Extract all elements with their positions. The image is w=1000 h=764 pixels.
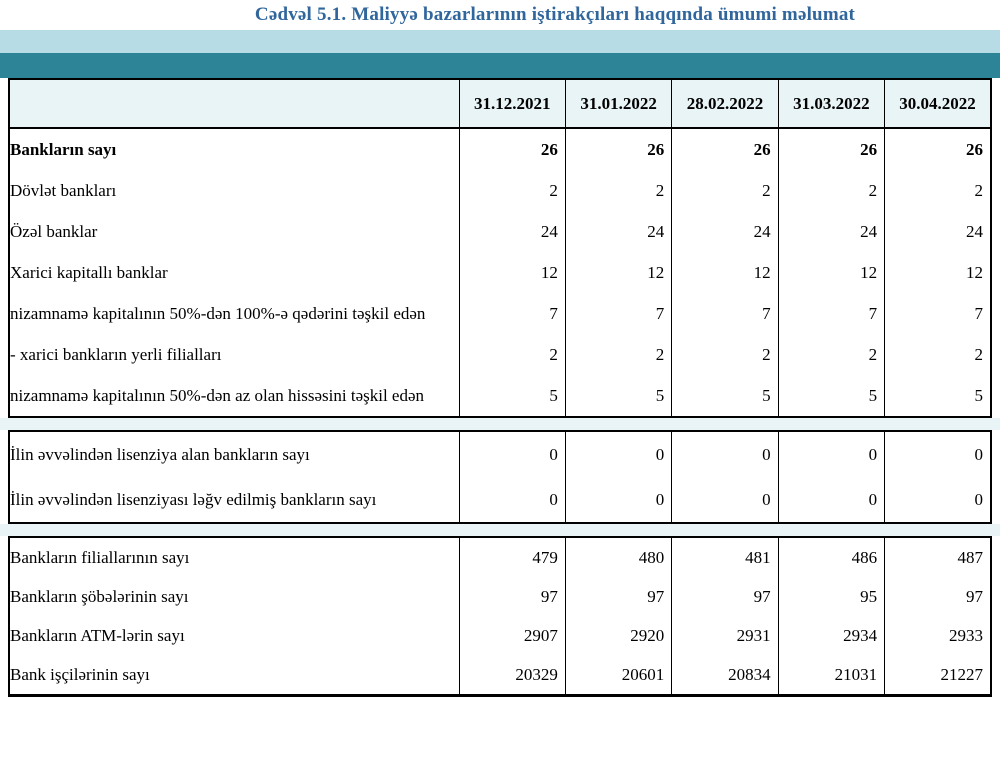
value-cell: 24 [565,211,671,252]
value-cell: 0 [672,431,778,477]
value-cell: 12 [778,252,884,293]
value-cell: 95 [778,577,884,616]
value-cell: 97 [885,577,991,616]
table-row [9,375,991,417]
value-cell: 0 [778,431,884,477]
value-cell: 24 [672,211,778,252]
value-cell: 21031 [778,655,884,696]
table-row [9,211,991,252]
value-cell: 2 [885,334,991,375]
row-label: Bank işçilərinin sayı [10,665,150,684]
value-cell: 5 [778,375,884,417]
value-cell: 0 [885,431,991,477]
table-row [9,477,991,523]
row-label: Özəl banklar [10,222,98,241]
table-row [9,655,991,696]
value-cell: 5 [672,375,778,417]
value-cell: 2 [459,334,565,375]
row-label: Bankların filiallarının sayı [10,548,190,567]
row-label: İlin əvvəlindən lisenziyası ləğv edilmiş bankların sayı [10,490,377,509]
column-header-date-3: 28.02.2022 [672,79,778,128]
value-cell: 26 [778,128,884,170]
row-label: Xarici kapitallı banklar [10,263,168,282]
value-cell: 5 [565,375,671,417]
value-cell: 12 [885,252,991,293]
value-cell: 2933 [885,616,991,655]
value-cell: 21227 [885,655,991,696]
table-section-3 [8,536,992,697]
value-cell: 487 [885,537,991,577]
value-cell: 7 [459,293,565,334]
section-separator-band [0,418,1000,430]
value-cell: 0 [459,477,565,523]
value-cell: 0 [778,477,884,523]
value-cell: 2 [459,170,565,211]
value-cell: 2 [778,334,884,375]
table-row [9,252,991,293]
value-cell: 26 [565,128,671,170]
table-row [9,128,991,170]
column-header-date-4: 31.03.2022 [778,79,884,128]
page-title: Cədvəl 5.1. Maliyyə bazarlarının iştirakçıları haqqında ümumi məlumat [254,4,856,25]
table-row [9,616,991,655]
row-label: nizamnamə kapitalının 50%-dən az olan hissəsini təşkil edən [10,386,425,405]
value-cell: 97 [459,577,565,616]
table-row [9,577,991,616]
value-cell: 24 [778,211,884,252]
value-cell: 26 [672,128,778,170]
table-row [9,431,991,477]
value-cell: 479 [459,537,565,577]
row-label: Bankların şöbələrinin sayı [10,587,189,606]
value-cell: 24 [459,211,565,252]
value-cell: 2920 [565,616,671,655]
row-label: nizamnamə kapitalının 50%-dən 100%-ə qədərini təşkil edən [10,304,426,323]
value-cell: 2 [565,334,671,375]
value-cell: 2 [672,170,778,211]
row-label: - xarici bankların yerli filialları [10,345,222,364]
decorative-band-teal [0,53,1000,78]
row-label: İlin əvvəlindən lisenziya alan bankların sayı [10,445,310,464]
value-cell: 12 [672,252,778,293]
value-cell: 2931 [672,616,778,655]
value-cell: 0 [565,477,671,523]
participants-table-area [8,78,992,697]
value-cell: 5 [459,375,565,417]
value-cell: 26 [885,128,991,170]
column-header-date-5: 30.04.2022 [885,79,991,128]
value-cell: 97 [565,577,671,616]
header-empty-cell [9,79,459,128]
value-cell: 97 [672,577,778,616]
value-cell: 0 [885,477,991,523]
value-cell: 0 [672,477,778,523]
column-header-date-1: 31.12.2021 [459,79,565,128]
value-cell: 7 [565,293,671,334]
table-row [9,170,991,211]
value-cell: 2 [672,334,778,375]
value-cell: 2 [885,170,991,211]
value-cell: 26 [459,128,565,170]
table-section-2 [8,430,992,524]
value-cell: 7 [885,293,991,334]
value-cell: 2907 [459,616,565,655]
value-cell: 7 [778,293,884,334]
value-cell: 2 [778,170,884,211]
value-cell: 0 [565,431,671,477]
value-cell: 7 [672,293,778,334]
table-row [9,293,991,334]
table-row [9,334,991,375]
decorative-band-light [0,30,1000,53]
row-label: Dövlət bankları [10,181,117,200]
value-cell: 0 [459,431,565,477]
row-label: Bankların ATM-lərin sayı [10,626,185,645]
value-cell: 2934 [778,616,884,655]
value-cell: 5 [885,375,991,417]
table-section-1 [8,78,992,418]
value-cell: 480 [565,537,671,577]
table-row [9,537,991,577]
section-separator-band [0,524,1000,536]
header-row [9,79,991,128]
value-cell: 12 [459,252,565,293]
value-cell: 2 [565,170,671,211]
value-cell: 20601 [565,655,671,696]
value-cell: 12 [565,252,671,293]
value-cell: 486 [778,537,884,577]
column-header-date-2: 31.01.2022 [565,79,671,128]
value-cell: 20329 [459,655,565,696]
value-cell: 24 [885,211,991,252]
row-label: Bankların sayı [10,140,117,159]
value-cell: 20834 [672,655,778,696]
value-cell: 481 [672,537,778,577]
